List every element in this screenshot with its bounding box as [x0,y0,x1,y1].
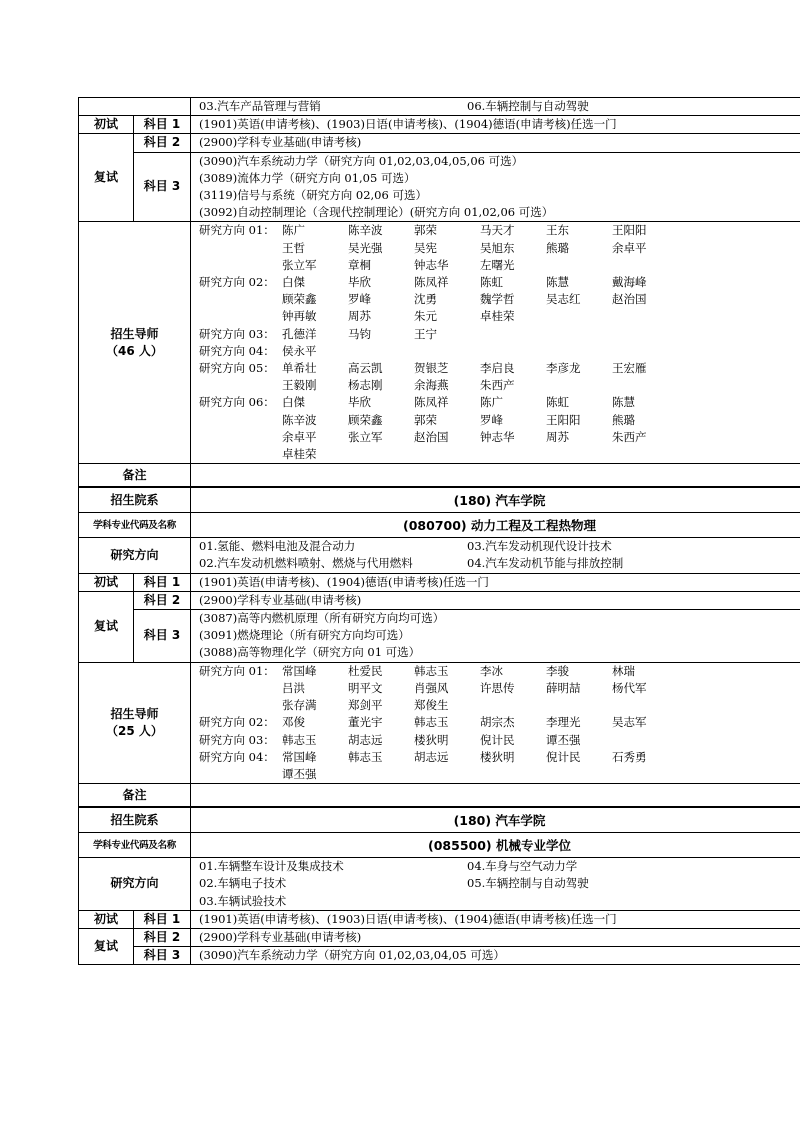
subject-option: (3091)燃烧理论（所有研究方向均可选） [199,628,410,643]
advisors-row [79,222,800,464]
retest-label: 复试 [79,591,134,662]
direction-label [199,412,282,429]
advisor-name: 杜爱民 [348,663,383,678]
advisor-name [546,766,612,783]
direction-label [199,308,282,325]
advisor-row [199,377,800,394]
advisor-name: 李启良 [480,361,515,376]
advisor-name: 胡宗杰 [480,715,515,730]
major-label: 学科专业代码及名称 [79,513,191,538]
advisor-name: 常国峰 [282,663,317,678]
advisor-name: 罗峰 [348,292,371,307]
department-value: (180) 汽车学院 [191,487,800,513]
retest-row [79,152,800,222]
remarks-row [79,784,800,808]
advisor-name: 朱元 [414,309,437,324]
advisors-row [79,662,800,783]
advisors-count: （46 人） [106,343,163,358]
subject-3-value: (3090)汽车系统动力学（研究方向 01,02,03,04,05 可选） [191,947,800,965]
advisor-name: 朱西产 [480,378,515,393]
advisor-name [612,257,678,274]
advisor-row [199,343,800,360]
research-direction-row [79,538,800,573]
advisor-name: 郑俊生 [414,698,449,713]
direction-item: 02.汽车发动机燃料喷射、燃烧与代用燃料 [199,556,413,571]
advisor-name: 李冰 [480,663,503,678]
subject-option: (3088)高等物理化学（研究方向 01 可选） [199,645,421,660]
advisor-name: 卓桂荣 [282,447,317,462]
direction-label [199,446,282,463]
advisor-name: 吴志军 [612,715,647,730]
advisor-name: 王哲 [282,240,305,255]
advisor-name: 毕欣 [348,395,371,410]
advisor-name: 倪计民 [480,732,515,747]
advisor-name: 沈勇 [414,292,437,307]
advisor-name: 赵治国 [612,292,647,307]
direction-label [199,257,282,274]
advisor-row [199,274,800,291]
advisor-name [348,446,414,463]
initial-exam-label: 初试 [79,910,134,928]
direction-item: 06.车辆控制与自动驾驶 [467,99,589,113]
major-row [79,513,800,538]
advisor-name: 余卓平 [282,429,317,444]
direction-label [199,766,282,783]
direction-label [199,291,282,308]
advisor-name: 王宁 [414,326,437,341]
advisor-name [612,377,678,394]
direction-label [199,240,282,257]
advisors-list [191,662,800,783]
advisor-name [480,326,546,343]
subject-label: 科目 1 [134,573,191,591]
direction-label: 研究方向 04： [199,749,275,764]
advisor-name [348,343,414,360]
subject-label: 科目 2 [134,928,191,946]
advisor-name: 杨代军 [612,680,647,695]
advisors-label: 招生导师 [110,326,159,341]
subject-2-value: (2900)学科专业基础(申请考核) [191,591,800,609]
direction-label: 研究方向 01： [199,223,275,238]
direction-item: 03.汽车产品管理与营销 [199,99,321,113]
advisor-name: 张立军 [348,429,383,444]
advisor-name: 郑剑平 [348,698,383,713]
advisor-row [199,257,800,274]
advisor-name: 邓俊 [282,715,305,730]
advisor-name: 李理光 [546,715,581,730]
research-direction-carry-row [79,98,800,116]
advisor-name: 陈广 [480,395,503,410]
direction-label [199,377,282,394]
advisor-row [199,291,800,308]
advisor-row [199,240,800,257]
advisor-name: 章桐 [348,257,371,272]
advisor-name: 杨志刚 [348,378,383,393]
advisor-name [546,697,612,714]
advisor-name: 谭丕强 [546,732,581,747]
advisor-name: 朱西产 [612,429,647,444]
advisor-name: 陈虹 [480,275,503,290]
direction-item: 02.车辆电子技术 [199,876,287,891]
advisor-name: 林瑞 [612,663,635,678]
advisor-name [348,766,414,783]
research-direction-label: 研究方向 [79,538,191,573]
remarks-label: 备注 [79,464,191,488]
direction-item [467,893,800,910]
advisor-name [546,343,612,360]
advisor-name: 陈虹 [546,395,569,410]
direction-label [199,697,282,714]
advisor-name: 戴海峰 [612,275,647,290]
advisor-name: 单希壮 [282,361,317,376]
subject-label: 科目 3 [134,610,191,663]
subject-label: 科目 3 [134,947,191,965]
advisor-row [199,714,800,731]
advisor-name: 左曙光 [480,257,515,272]
advisor-name: 胡志远 [414,749,449,764]
advisor-name: 楼狄明 [480,749,515,764]
retest-row [79,610,800,663]
advisor-name: 郭荣 [414,412,437,427]
subject-1-value: (1901)英语(申请考核)、(1903)日语(申请考核)、(1904)德语(申请考核)任选一门 [191,910,800,928]
advisor-row [199,663,800,680]
advisor-row [199,446,800,463]
retest-row [79,134,800,152]
direction-label: 研究方向 03： [199,732,275,747]
advisor-name [546,377,612,394]
advisor-name [414,446,480,463]
advisor-name: 周苏 [546,429,569,444]
research-direction-list [191,538,800,573]
advisor-name: 陈慧 [612,395,635,410]
advisor-name [480,697,546,714]
subject-option: (3087)高等内燃机原理（所有研究方向均可选） [199,611,445,626]
advisor-row [199,697,800,714]
department-value: (180) 汽车学院 [191,807,800,833]
direction-item: 03.汽车发动机现代设计技术 [467,539,612,554]
enrollment-table [78,97,800,965]
advisor-name: 熊璐 [612,412,635,427]
direction-item: 01.车辆整车设计及集成技术 [199,859,344,874]
advisor-row [199,749,800,766]
advisor-row [199,308,800,325]
advisors-label: 招生导师 [110,706,159,721]
advisor-name [612,326,678,343]
advisor-name: 毕欣 [348,275,371,290]
advisor-name: 钟志华 [414,257,449,272]
advisor-row [199,680,800,697]
direction-label: 研究方向 02： [199,715,275,730]
advisor-name: 卓桂荣 [480,309,515,324]
subject-option: (3092)自动控制理论（含现代控制理论）(研究方向 01,02,06 可选） [199,205,554,220]
advisor-name: 郭荣 [414,223,437,238]
advisor-name: 白傑 [282,395,305,410]
advisor-row [199,766,800,783]
advisor-name: 胡志远 [348,732,383,747]
subject-2-value: (2900)学科专业基础(申请考核) [191,134,800,152]
advisor-name: 侯永平 [282,343,317,358]
advisor-name [612,308,678,325]
advisor-name: 楼狄明 [414,732,449,747]
direction-item: 04.车身与空气动力学 [467,859,578,874]
advisor-name: 魏学哲 [480,292,515,307]
department-row [79,807,800,833]
advisor-name: 明平文 [348,680,383,695]
research-direction-row [79,858,800,911]
direction-label [199,429,282,446]
advisor-name: 王阳阳 [612,223,647,238]
advisor-name: 顾荣鑫 [282,292,317,307]
advisor-name [546,326,612,343]
advisor-name [414,766,480,783]
advisor-name: 陈辛波 [282,412,317,427]
retest-label: 复试 [79,928,134,964]
advisor-name: 吕洪 [282,680,305,695]
remarks-value [191,464,800,488]
advisor-name: 孔德洋 [282,326,317,341]
direction-item: 04.汽车发动机节能与排放控制 [467,556,624,571]
advisor-name [414,343,480,360]
subject-option: (3119)信号与系统（研究方向 02,06 可选） [199,188,427,203]
advisors-label-cell [79,222,191,464]
advisor-name: 李骏 [546,663,569,678]
advisor-name: 张立军 [282,257,317,272]
advisor-name: 高云凯 [348,361,383,376]
direction-item: 03.车辆试验技术 [199,893,287,908]
major-label: 学科专业代码及名称 [79,833,191,858]
advisors-count: （25 人） [106,723,163,738]
advisor-name: 熊璐 [546,240,569,255]
department-row [79,487,800,513]
advisor-name: 肖强风 [414,680,449,695]
subject-label: 科目 2 [134,591,191,609]
subject-option: (3089)流体力学（研究方向 01,05 可选） [199,170,416,185]
advisor-name: 钟志华 [480,429,515,444]
advisor-row [199,412,800,429]
advisor-name [612,697,678,714]
enrollment-catalog-page [78,97,800,965]
department-label: 招生院系 [79,487,191,513]
major-row [79,833,800,858]
major-value: (080700) 动力工程及工程热物理 [191,513,800,538]
advisor-name: 陈凤祥 [414,275,449,290]
advisor-name [612,732,678,749]
advisor-name: 王宏雁 [612,361,647,376]
advisor-name: 罗峰 [480,412,503,427]
advisor-name [612,446,678,463]
advisor-name: 薛明喆 [546,680,581,695]
advisor-name: 吴志红 [546,292,581,307]
advisors-label-cell [79,662,191,783]
advisor-name: 王毅刚 [282,378,317,393]
subject-3-value [191,152,800,222]
advisor-row [199,326,800,343]
remarks-row [79,464,800,488]
retest-row [79,947,800,965]
direction-label: 研究方向 05： [199,361,275,376]
subject-2-value: (2900)学科专业基础(申请考核) [191,928,800,946]
subject-1-value: (1901)英语(申请考核)、(1904)德语(申请考核)任选一门 [191,573,800,591]
subject-option: (3090)汽车系统动力学（研究方向 01,02,03,04,05,06 可选） [199,153,524,168]
advisor-name: 马钧 [348,326,371,341]
subject-label: 科目 2 [134,134,191,152]
direction-label: 研究方向 04： [199,343,275,358]
direction-label: 研究方向 02： [199,275,275,290]
advisor-name: 顾荣鑫 [348,412,383,427]
advisor-name: 钟再敏 [282,309,317,324]
advisor-row [199,222,800,239]
empty-label-cell [79,98,191,116]
advisor-name: 王东 [546,223,569,238]
direction-label: 研究方向 03： [199,326,275,341]
advisor-name [546,257,612,274]
advisor-name: 倪计民 [546,749,581,764]
major-value: (085500) 机械专业学位 [191,833,800,858]
advisor-name: 余海燕 [414,378,449,393]
advisor-name: 陈凤祥 [414,395,449,410]
advisor-name: 张存满 [282,698,317,713]
advisor-name: 余卓平 [612,240,647,255]
subject-3-value [191,610,800,663]
advisor-name: 韩志玉 [282,732,317,747]
retest-row [79,591,800,609]
advisor-name: 常国峰 [282,749,317,764]
advisor-name: 王阳阳 [546,412,581,427]
advisor-name: 石秀勇 [612,749,647,764]
advisor-name [546,308,612,325]
direction-item: 01.氢能、燃料电池及混合动力 [199,539,356,554]
advisor-name: 赵治国 [414,429,449,444]
advisor-name: 陈广 [282,223,305,238]
subject-label: 科目 1 [134,910,191,928]
research-direction-label: 研究方向 [79,858,191,911]
initial-exam-row [79,573,800,591]
advisor-name [612,766,678,783]
initial-exam-label: 初试 [79,116,134,134]
advisor-name [480,343,546,360]
advisor-row [199,360,800,377]
advisor-name [612,343,678,360]
direction-label: 研究方向 01： [199,663,275,678]
advisors-list [191,222,800,464]
advisor-name: 韩志玉 [414,663,449,678]
advisor-name: 吴旭东 [480,240,515,255]
advisor-row [199,394,800,411]
advisor-name: 马天才 [480,223,515,238]
advisor-name: 许思传 [480,680,515,695]
subject-label: 科目 1 [134,116,191,134]
advisor-name [546,446,612,463]
advisor-name: 陈辛波 [348,223,383,238]
advisor-row [199,732,800,749]
advisor-row [199,429,800,446]
advisor-name: 董光宇 [348,715,383,730]
advisor-name: 贺银芝 [414,361,449,376]
advisor-name [480,446,546,463]
advisor-name: 白傑 [282,275,305,290]
advisor-name: 李彦龙 [546,361,581,376]
direction-label: 研究方向 06： [199,395,275,410]
initial-exam-row [79,910,800,928]
remarks-label: 备注 [79,784,191,808]
advisor-name [480,766,546,783]
research-direction-list [191,858,800,911]
subject-1-value: (1901)英语(申请考核)、(1903)日语(申请考核)、(1904)德语(申请考核)任选一门 [191,116,800,134]
advisor-name: 韩志玉 [348,749,383,764]
research-direction-carry [191,98,800,116]
advisor-name: 陈慧 [546,275,569,290]
direction-label [199,680,282,697]
advisor-name: 吴宪 [414,240,437,255]
remarks-value [191,784,800,808]
retest-label: 复试 [79,134,134,222]
advisor-name: 韩志玉 [414,715,449,730]
direction-item: 05.车辆控制与自动驾驶 [467,876,589,891]
advisor-name: 谭丕强 [282,766,317,781]
retest-row [79,928,800,946]
advisor-name: 吴光强 [348,240,383,255]
initial-exam-label: 初试 [79,573,134,591]
department-label: 招生院系 [79,807,191,833]
initial-exam-row [79,116,800,134]
subject-label: 科目 3 [134,152,191,222]
advisor-name: 周苏 [348,309,371,324]
